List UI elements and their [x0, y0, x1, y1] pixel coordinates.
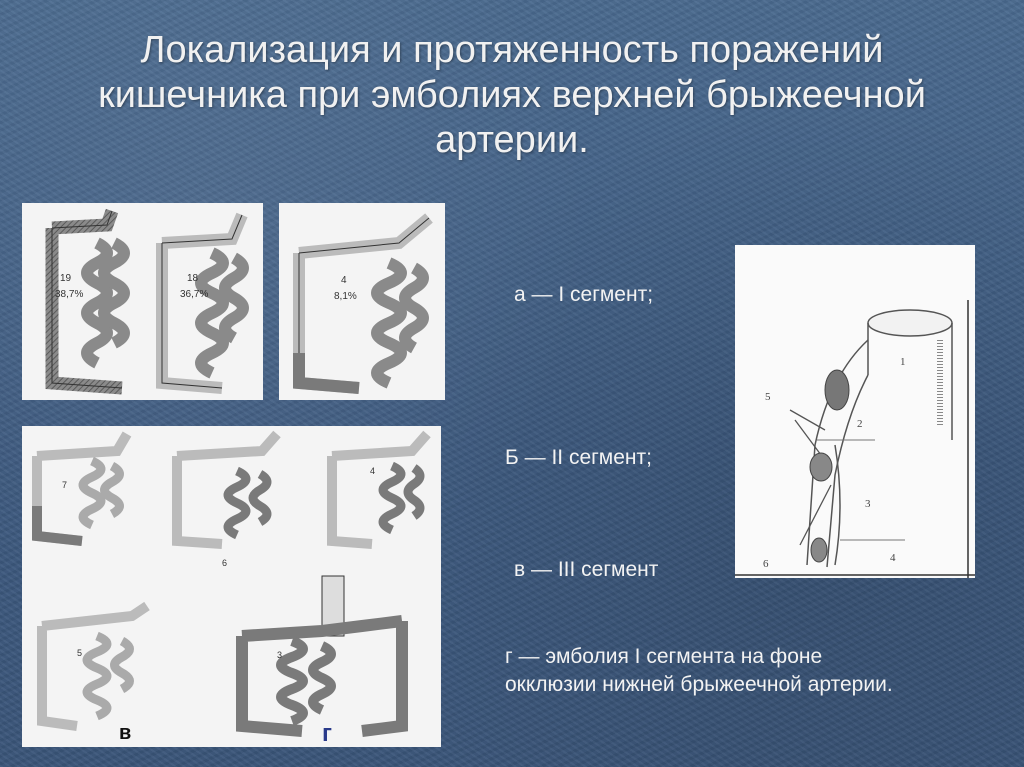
intestine-diagram-pair — [22, 203, 263, 400]
diagram-number: 4 — [370, 466, 376, 476]
slide-title: Локализация и протяженность поражений кишечника при эмболиях верхней брыжеечной артерии. — [98, 29, 926, 161]
diagram-number: 7 — [62, 480, 68, 490]
intestine-diagram-5 — [242, 576, 402, 731]
figure-panel-top-left — [22, 203, 263, 400]
diagram-number: 3 — [865, 498, 871, 510]
diagram-percent: 36,7% — [180, 289, 209, 300]
caption-segment-a: а — I сегмент; — [514, 283, 654, 306]
diagram-number: 5 — [77, 648, 83, 658]
diagram-number: 3 — [277, 650, 283, 660]
figure-panel-bottom — [22, 426, 441, 747]
figure-letter-v: в — [119, 722, 132, 744]
intestine-diagram-grid — [22, 426, 441, 747]
diagram-number: 6 — [222, 558, 228, 568]
diagram-number: 1 — [900, 356, 906, 368]
figure-letter-g: г — [322, 720, 332, 747]
intestine-diagram — [279, 203, 445, 400]
diagram-number: 6 — [763, 558, 769, 570]
intestine-diagram-1 — [37, 434, 127, 541]
figure-panel-top-right — [279, 203, 445, 400]
artery-diagram-panel — [735, 245, 975, 578]
diagram-number: 4 — [890, 552, 896, 564]
intestine-diagram-2 — [177, 434, 277, 568]
diagram-number: 2 — [857, 418, 863, 430]
caption-segment-b: Б — II сегмент; — [505, 446, 652, 469]
diagram-number: 19 — [60, 273, 72, 284]
diagram-number: 4 — [341, 275, 347, 286]
diagram-number: 18 — [187, 273, 199, 284]
caption-segment-v: в — III сегмент — [514, 558, 659, 581]
diagram-percent: 38,7% — [55, 289, 84, 300]
diagram-number: 5 — [765, 391, 771, 403]
caption-segment-g: г — эмболия I сегмента на фоне окклюзии нижней брыжеечной артерии. — [505, 645, 893, 696]
artery-diagram — [735, 245, 975, 578]
intestine-diagram-3 — [332, 434, 427, 544]
intestine-diagram-4 — [42, 606, 147, 726]
diagram-percent: 8,1% — [334, 291, 357, 302]
